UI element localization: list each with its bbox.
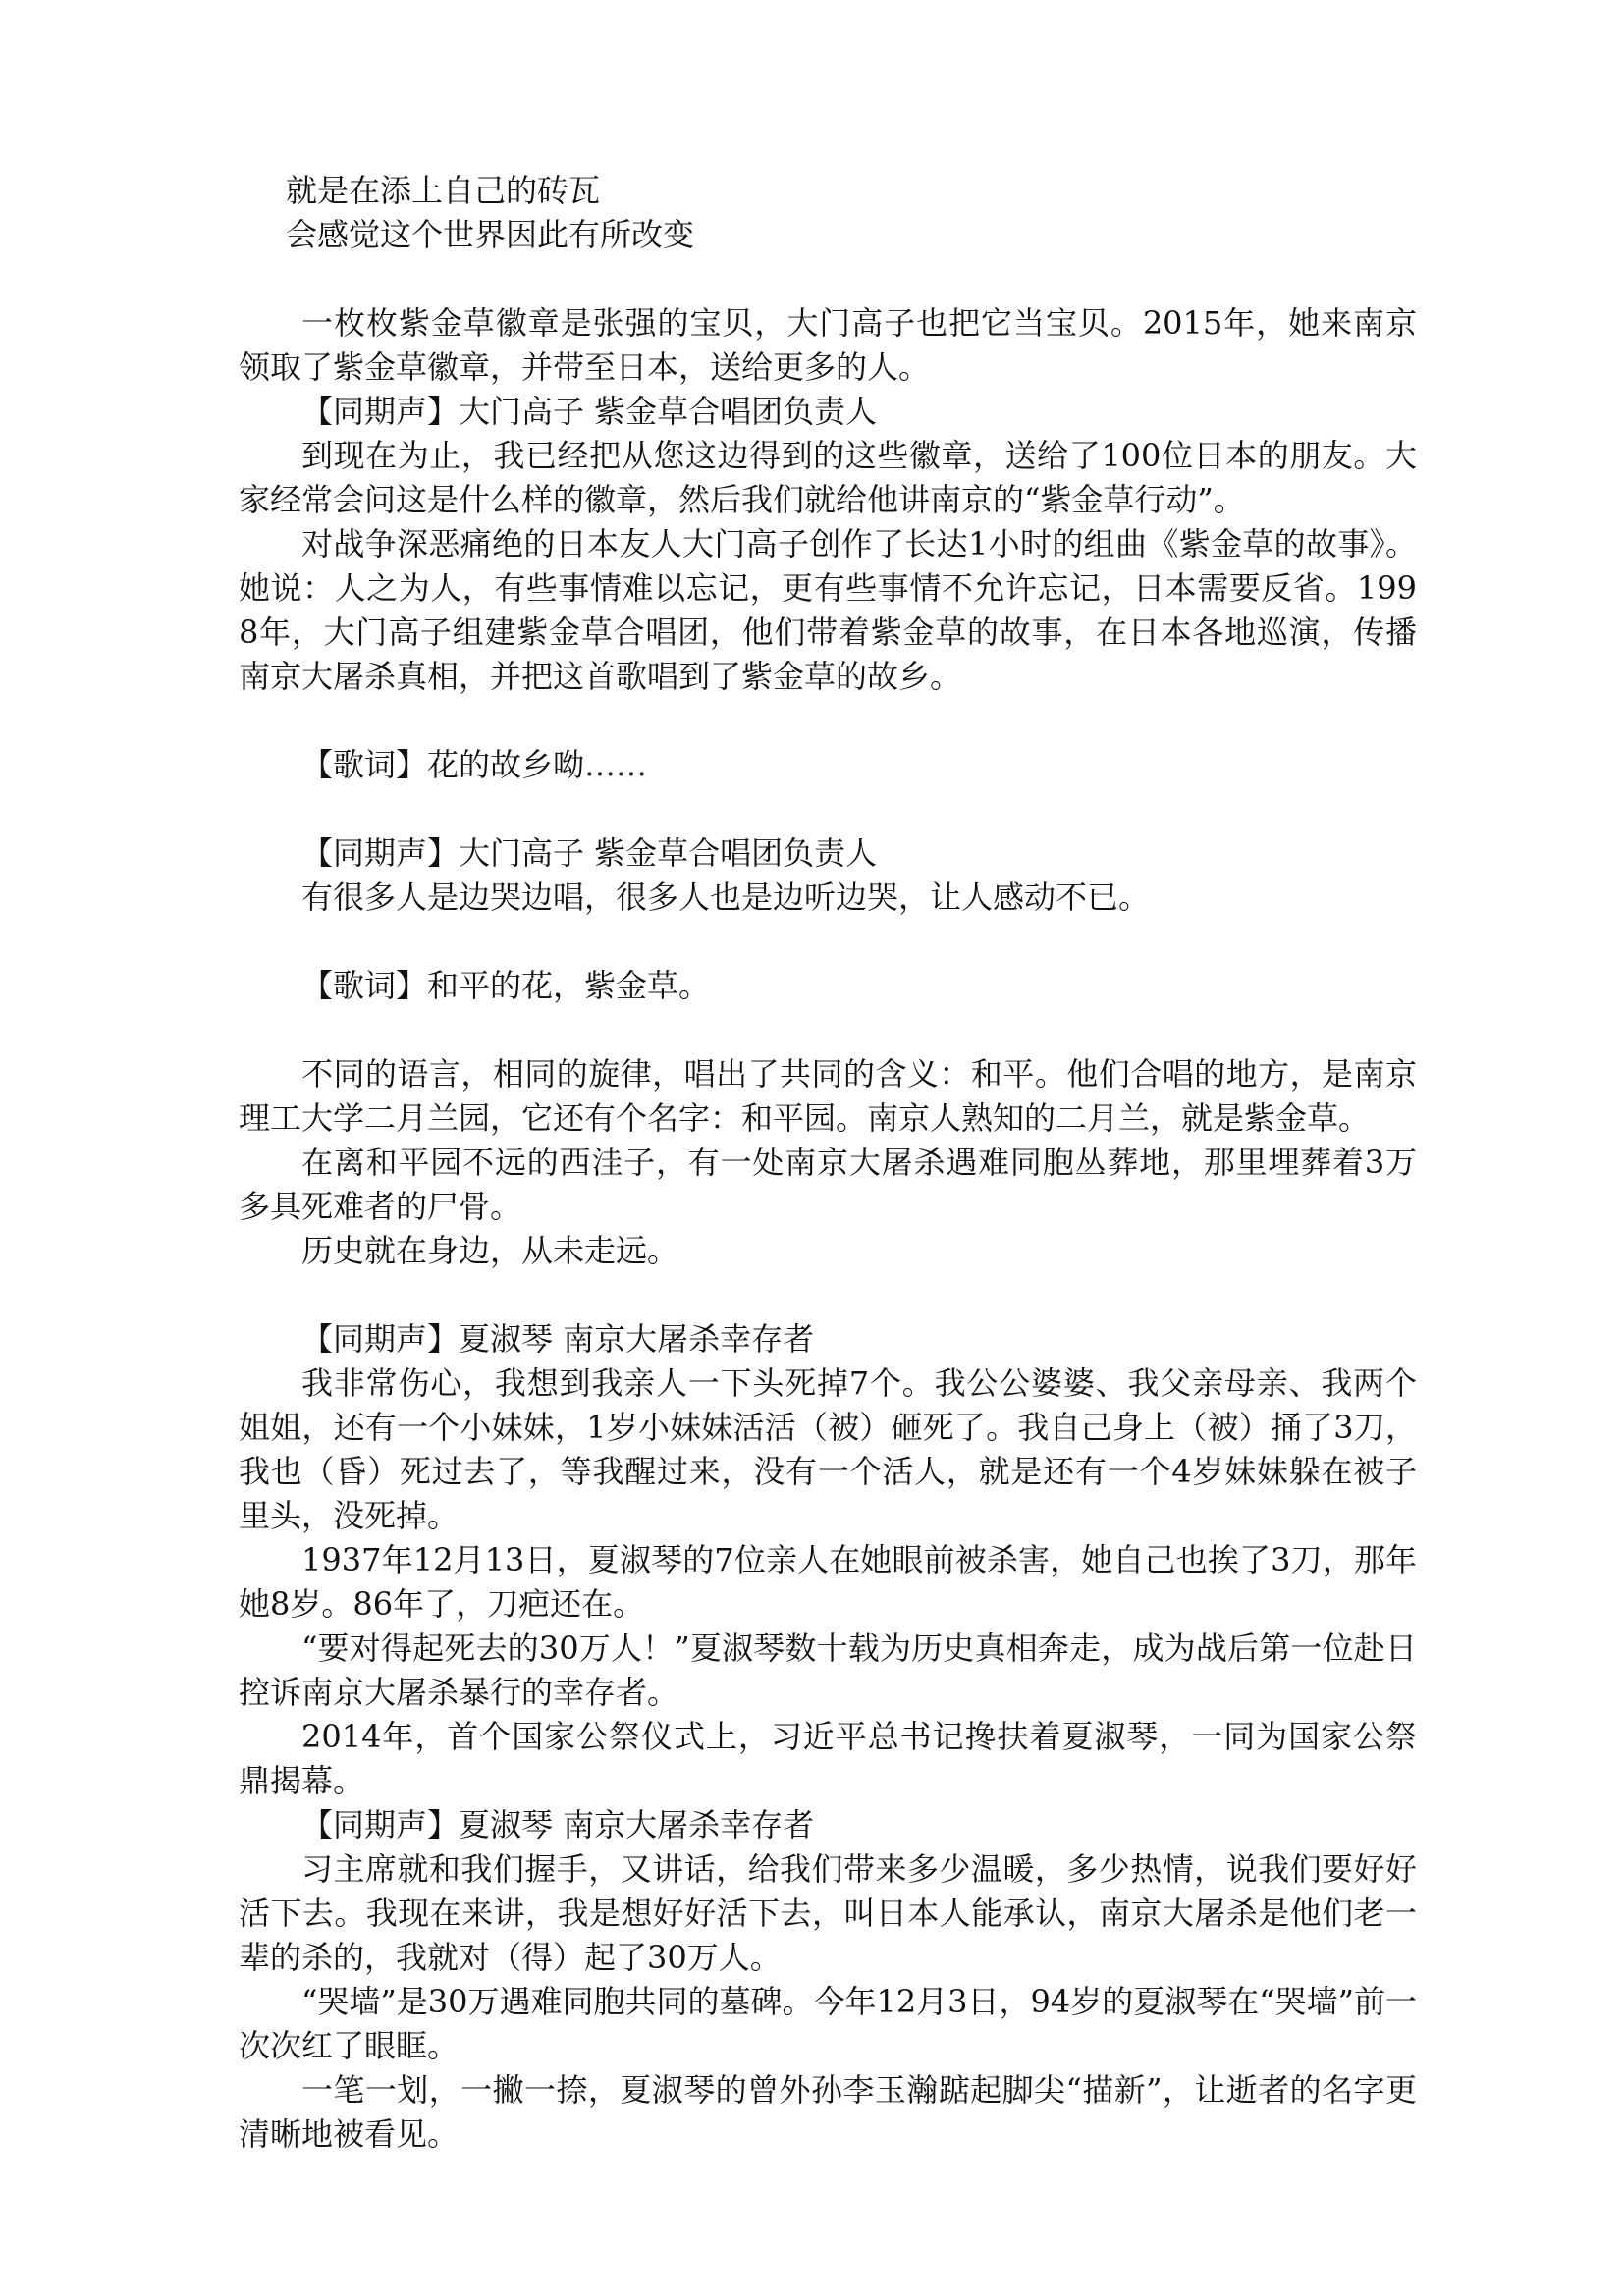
paragraph-spacer [239,257,1417,301]
paragraph-spacer [239,787,1417,831]
paragraph: 【同期声】夏淑琴 南京大屠杀幸存者 [301,1806,815,1843]
paragraph: 【同期声】大门高子 紫金草合唱团负责人 [301,393,878,430]
lyric-line: 就是在添上自己的砖瓦 [286,172,601,209]
paragraph: 我非常伤心，我想到我亲人一下头死掉7个。我公公婆婆、我父亲母亲、我两个姐姐，还有一个小妹妹，1岁小妹妹活活（被）砸死了。我自己身上（被）捅了3刀，我也（昏）死过去了，等我醒过来，没有一个活人，就是还有一个4岁妹妹躲在被子里头，没死掉。 [239,1364,1417,1534]
paragraph: 一笔一划，一撇一捺，夏淑琴的曾外孙李玉瀚踮起脚尖“描新”，让逝者的名字更清晰地被看见。 [239,2071,1417,2153]
paragraph: 不同的语言，相同的旋律，唱出了共同的含义：和平。他们合唱的地方，是南京理工大学二月兰园，它还有个名字：和平园。南京人熟知的二月兰，就是紫金草。 [239,1055,1417,1137]
paragraph: 【同期声】夏淑琴 南京大屠杀幸存者 [301,1320,815,1358]
paragraph: “要对得起死去的30万人！”夏淑琴数十载为历史真相奔走，成为战后第一位赴日控诉南京大屠杀暴行的幸存者。 [239,1629,1417,1711]
paragraph: 习主席就和我们握手，又讲话，给我们带来多少温暖，多少热情，说我们要好好活下去。我现在来讲，我是想好好活下去，叫日本人能承认，南京大屠杀是他们老一辈的杀的，我就对（得）起了30万人。 [239,1850,1417,1976]
paragraph: 【歌词】和平的花，紫金草。 [301,967,711,1004]
paragraph: 到现在为止，我已经把从您这边得到的这些徽章，送给了100位日本的朋友。大家经常会问这是什么样的徽章，然后我们就给他讲南京的“紫金草行动”。 [239,437,1417,518]
lyric-line: 会感觉这个世界因此有所改变 [286,216,695,253]
paragraph: 有很多人是边哭边唱，很多人也是边听边哭，让人感动不已。 [301,879,1151,916]
paragraph: 1937年12月13日，夏淑琴的7位亲人在她眼前被杀害，她自己也挨了3刀，那年她8岁。86年了，刀疤还在。 [239,1541,1417,1623]
paragraph: 对战争深恶痛绝的日本友人大门高子创作了长达1小时的组曲《紫金草的故事》。她说：人之为人，有些事情难以忘记，更有些事情不允许忘记，日本需要反省。1998年，大门高子组建紫金草合唱团，他们带着紫金草的故事，在日本各地巡演，传播南京大屠杀真相，并把这首歌唱到了紫金草的故乡。 [239,525,1417,695]
paragraph-spacer [239,920,1417,964]
paragraph: 【同期声】大门高子 紫金草合唱团负责人 [301,834,878,872]
article-body [239,169,1417,2157]
paragraph: 历史就在身边，从未走远。 [301,1232,679,1269]
paragraph: 【歌词】花的故乡呦…… [301,746,648,783]
paragraph: 2014年，首个国家公祭仪式上，习近平总书记搀扶着夏淑琴，一同为国家公祭鼎揭幕。 [239,1718,1417,1799]
paragraph-spacer [239,1008,1417,1052]
paragraph-spacer [239,1273,1417,1317]
paragraph-spacer [239,699,1417,743]
paragraph: 一枚枚紫金草徽章是张强的宝贝，大门高子也把它当宝贝。2015年，她来南京领取了紫金草徽章，并带至日本，送给更多的人。 [239,304,1417,386]
paragraph: “哭墙”是30万遇难同胞共同的墓碑。今年12月3日，94岁的夏淑琴在“哭墙”前一次次红了眼眶。 [239,1983,1417,2064]
paragraph: 在离和平园不远的西洼子，有一处南京大屠杀遇难同胞丛葬地，那里埋葬着3万多具死难者的尸骨。 [239,1144,1417,1225]
